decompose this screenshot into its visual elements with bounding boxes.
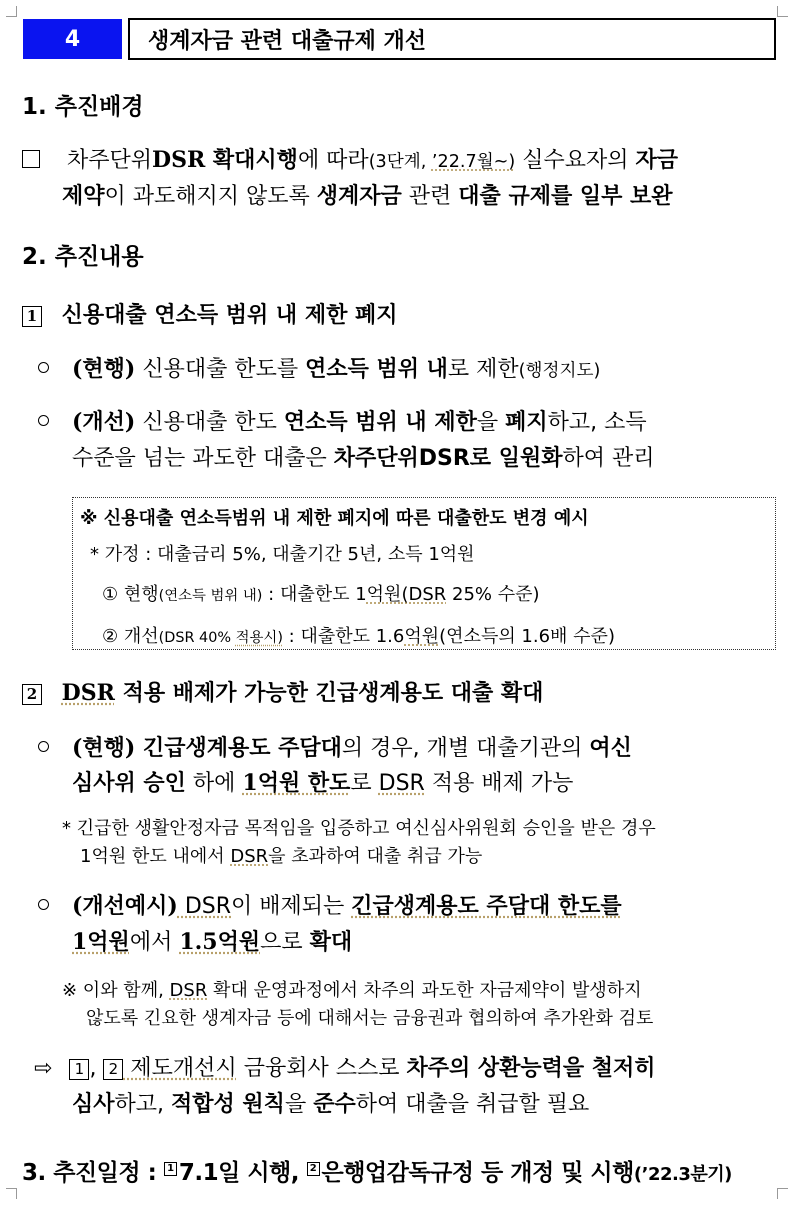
item-number-box: 2 <box>307 1162 320 1176</box>
item2-improve-line-2: 1억원에서 1.5억원으로 확대 <box>72 929 353 955</box>
section-title: 생계자금 관련 대출규제 개선 <box>148 28 427 54</box>
heading-contents: 2. 추진내용 <box>22 244 144 270</box>
heading-background: 1. 추진배경 <box>22 94 144 120</box>
section-number-badge <box>23 19 122 59</box>
item2-note-line-2: 1억원 한도 내에서 DSR을 초과하여 대출 취급 가능 <box>80 846 483 867</box>
circle-bullet-icon <box>38 362 49 373</box>
item1-improve-line-1: (개선) 신용대출 한도 연소득 범위 내 제한을 폐지하고, 소득 <box>38 405 647 436</box>
circle-bullet-icon <box>38 415 49 426</box>
section-title-box <box>128 18 776 60</box>
item-number-box: 2 <box>22 684 42 705</box>
corner-mark <box>6 1188 17 1199</box>
conclusion-line-2: 심사하고, 적합성 원칙을 준수하여 대출을 취급할 필요 <box>72 1092 590 1117</box>
corner-mark <box>777 6 788 17</box>
arrow-right-icon: ⇨ <box>34 1056 53 1081</box>
item2-improve-line-1: (개선예시) DSR이 배제되는 긴급생계용도 주담대 한도를 <box>38 889 622 920</box>
item-number-box: 1 <box>69 1059 89 1080</box>
item2-current-line-1: (현행) 긴급생계용도 주담대의 경우, 개별 대출기관의 여신 <box>38 731 632 762</box>
item1-current: (현행) 신용대출 한도를 연소득 범위 내로 제한(행정지도) <box>38 352 600 383</box>
item1-improve-line-2: 수준을 넘는 과도한 대출은 차주단위DSR로 일원화하여 관리 <box>72 446 655 471</box>
circle-bullet-icon <box>38 899 49 910</box>
example-assumption: * 가정 : 대출금리 5%, 대출기간 5년, 소득 1억원 <box>90 544 475 565</box>
background-line-2: 제약이 과도해지지 않도록 생계자금 관련 대출 규제를 일부 보완 <box>62 184 673 209</box>
item1-title: 1 신용대출 연소득 범위 내 제한 폐지 <box>22 298 398 329</box>
example-case-improved: ② 개선(DSR 40% 적용시) : 대출한도 1.6억원(연소득의 1.6배 수준) <box>102 626 615 647</box>
item2-note-line-1: * 긴급한 생활안정자금 목적임을 입증하고 여신심사위원회 승인을 받은 경우 <box>62 818 656 839</box>
corner-mark <box>6 6 17 17</box>
remark-line-1: ※ 이와 함께, DSR 확대 운영과정에서 차주의 과도한 자금제약이 발생하지 <box>62 980 642 1001</box>
heading-schedule: 3. 추진일정 : 1 7.1일 시행, 2 은행업감독규정 등 개정 및 시행(’22.3분기) <box>22 1160 732 1186</box>
item2-title: 2 DSR 적용 배제가 가능한 긴급생계용도 대출 확대 <box>22 676 543 707</box>
section-number: 4 <box>64 26 81 52</box>
example-title: ※ 신용대출 연소득범위 내 제한 폐지에 따른 대출한도 변경 예시 <box>80 508 589 529</box>
background-line-1: 차주단위DSR 확대시행에 따라(3단계, ’22.7월~) 실수요자의 자금 <box>22 143 678 174</box>
item-number-box: 2 <box>103 1059 123 1080</box>
corner-mark <box>777 1188 788 1199</box>
circle-bullet-icon <box>38 741 49 752</box>
remark-line-2: 않도록 긴요한 생계자금 등에 대해서는 금융권과 협의하여 추가완화 검토 <box>86 1008 654 1029</box>
checkbox-square-icon <box>22 150 40 168</box>
example-case-current: ① 현행(연소득 범위 내) : 대출한도 1억원(DSR 25% 수준) <box>102 584 540 605</box>
item-number-box: 1 <box>22 306 42 327</box>
item2-current-line-2: 심사위 승인 하에 1억원 한도로 DSR 적용 배제 가능 <box>72 770 574 796</box>
conclusion-line-1: ⇨ 1 , 2 제도개선시 금융회사 스스로 차주의 상환능력을 철저히 <box>34 1056 656 1081</box>
item-number-box: 1 <box>164 1162 177 1176</box>
